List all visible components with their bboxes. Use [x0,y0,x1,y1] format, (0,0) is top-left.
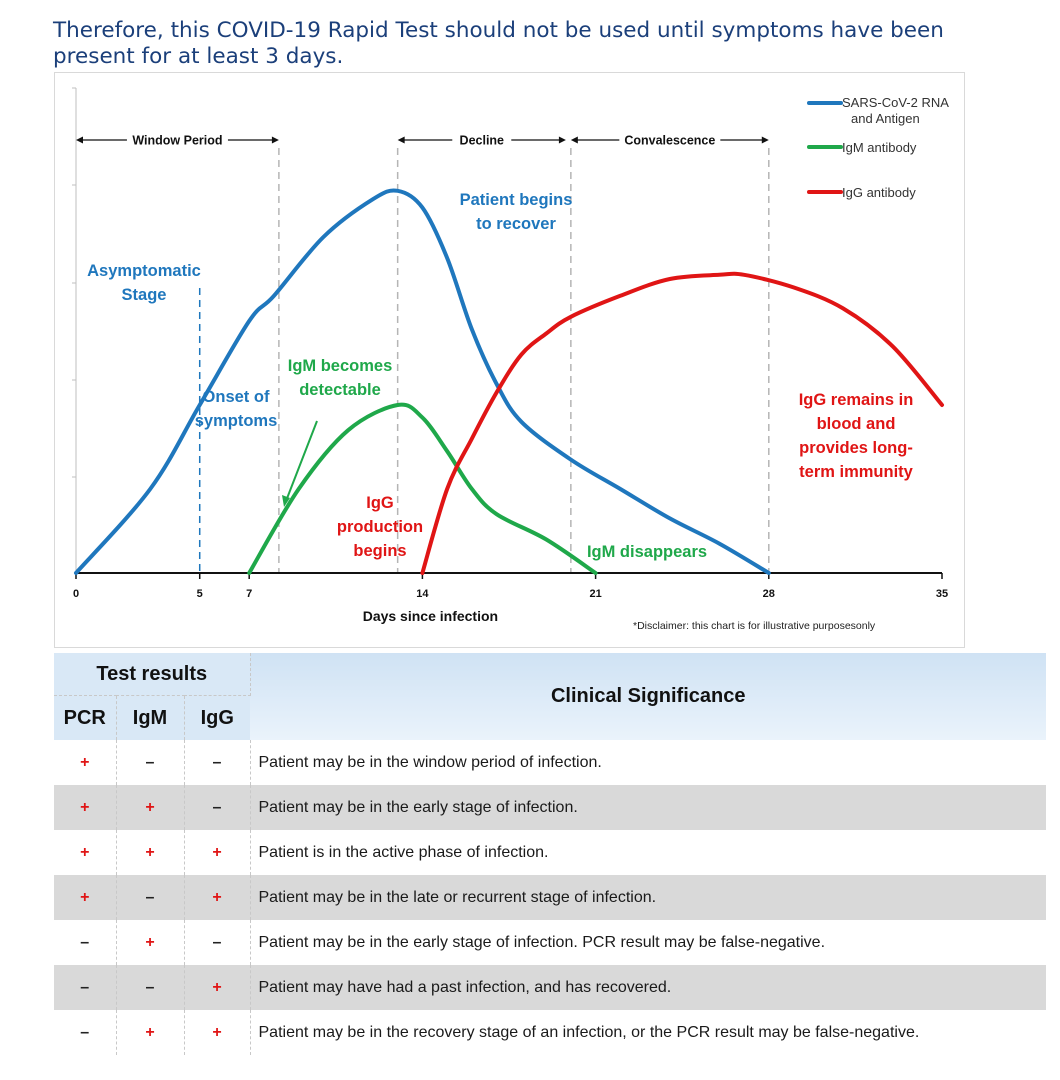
x-tick-label: 14 [416,588,429,600]
legend-label-line: and Antigen [851,111,920,126]
clinical-significance-header: Clinical Significance [250,653,1046,740]
table-row [54,785,1046,830]
annotation-line: blood and [816,415,896,433]
x-tick-label: 0 [72,588,80,600]
column-header-pcr: PCR [54,696,116,741]
x-tick-label: 21 [589,588,602,600]
legend-label-1: IgM antibody [842,140,917,155]
igg-result-cell: + [184,965,250,1010]
annotation-line: IgG remains in [798,391,914,409]
arrow-right-icon [272,137,279,144]
annotation-2 [460,191,573,233]
x-axis-label: Days since infection [362,608,499,624]
series-line-1 [249,405,595,573]
x-tick-label: 7 [246,588,253,600]
table-row [54,875,1046,920]
igm-result-cell: – [116,875,184,920]
clinical-significance-cell: Patient may be in the window period of infection. [258,753,602,771]
phase-label: Window Period [132,133,223,148]
igm-pointer [282,421,317,507]
igm-result-cell: + [116,830,184,875]
test-results-table [54,653,1046,1055]
intro-line-1: Therefore, this COVID-19 Rapid Test should not be used until symptoms have been [53,18,944,43]
annotation-3 [288,357,393,399]
annotation-5 [587,543,707,561]
table-row [54,1010,1046,1055]
annotation-line: to recover [476,215,556,233]
annotation-line: begins [353,542,407,560]
table-row [54,740,1046,785]
table-row [54,965,1046,1010]
clinical-significance-cell: Patient may be in the early stage of infection. [250,785,1046,830]
x-tick-label: 35 [935,588,949,600]
pcr-result-cell: – [54,1010,116,1055]
igm-result-cell: + [116,920,184,965]
pcr-result-cell: + [54,785,116,830]
clinical-significance-cell: Patient may be in the late or recurrent stage of infection. [250,875,1046,920]
annotation-6 [799,391,914,481]
igg-result-cell: + [184,1010,250,1055]
intro-line-2: present for at least 3 days. [53,44,344,69]
chart-svg [55,73,964,647]
x-tick-label: 5 [196,588,203,600]
phase-label: Decline [459,133,505,148]
x-tick-label: 28 [762,588,775,600]
annotation-line: production [336,518,424,536]
igg-result-cell: – [184,740,250,785]
annotation-0 [87,262,201,304]
pcr-result-cell: + [54,875,116,920]
test-results-header: Test results [54,653,250,696]
clinical-significance-cell: Patient may be in the early stage of infection. PCR result may be false-negative. [258,933,826,951]
legend-label-2: IgG antibody [842,185,916,200]
arrow-right-icon [559,137,566,144]
legend-label-0 [842,95,949,126]
igm-pointer-line [286,421,317,501]
annotation-4 [337,494,423,560]
table-body [54,740,1046,1055]
annotation-line: IgG [366,494,394,512]
annotation-line: Onset of [202,388,270,406]
column-header-igm: IgM [116,696,184,741]
igg-result-cell: – [184,785,250,830]
infection-timeline-chart [54,72,965,648]
annotation-1 [195,388,278,430]
arrow-right-icon [762,137,769,144]
igm-result-cell: – [116,740,184,785]
pcr-result-cell: + [54,830,116,875]
annotation-line: IgM disappears [586,543,708,561]
annotation-line: IgM becomes [287,357,393,375]
pcr-result-cell: + [54,740,116,785]
igg-result-cell: – [184,920,250,965]
phase-label: Convalescence [624,133,716,148]
disclaimer-text: *Disclaimer: this chart is for illustrative purposesonly [633,620,876,632]
igg-result-cell: + [184,830,250,875]
igg-result-cell: + [184,875,250,920]
clinical-significance-cell: Patient is in the active phase of infection. [258,843,549,861]
annotation-line: Stage [121,286,167,304]
pcr-result-cell: – [54,920,116,965]
igm-result-cell: + [116,1010,184,1055]
series-line-0 [76,190,769,573]
arrow-left-icon [398,137,405,144]
table-row [54,830,1046,875]
arrow-left-icon [571,137,578,144]
pcr-result-cell: – [54,965,116,1010]
table-row [54,920,1046,965]
annotation-line: Asymptomatic [87,262,201,280]
annotation-line: Patient begins [459,191,573,209]
clinical-significance-cell: Patient may have had a past infection, and has recovered. [250,965,1046,1010]
igm-result-cell: + [116,785,184,830]
igm-result-cell: – [116,965,184,1010]
intro-text [53,18,1043,70]
clinical-significance-cell: Patient may be in the recovery stage of an infection, or the PCR result may be false-negative. [258,1023,920,1041]
annotation-line: symptoms [194,412,278,430]
annotation-line: term immunity [799,463,913,481]
annotation-line: provides long- [799,439,913,457]
legend-label-line: SARS-CoV-2 RNA [842,95,949,110]
column-header-igg: IgG [184,696,250,741]
annotation-line: detectable [299,381,381,399]
arrow-left-icon [76,137,83,144]
